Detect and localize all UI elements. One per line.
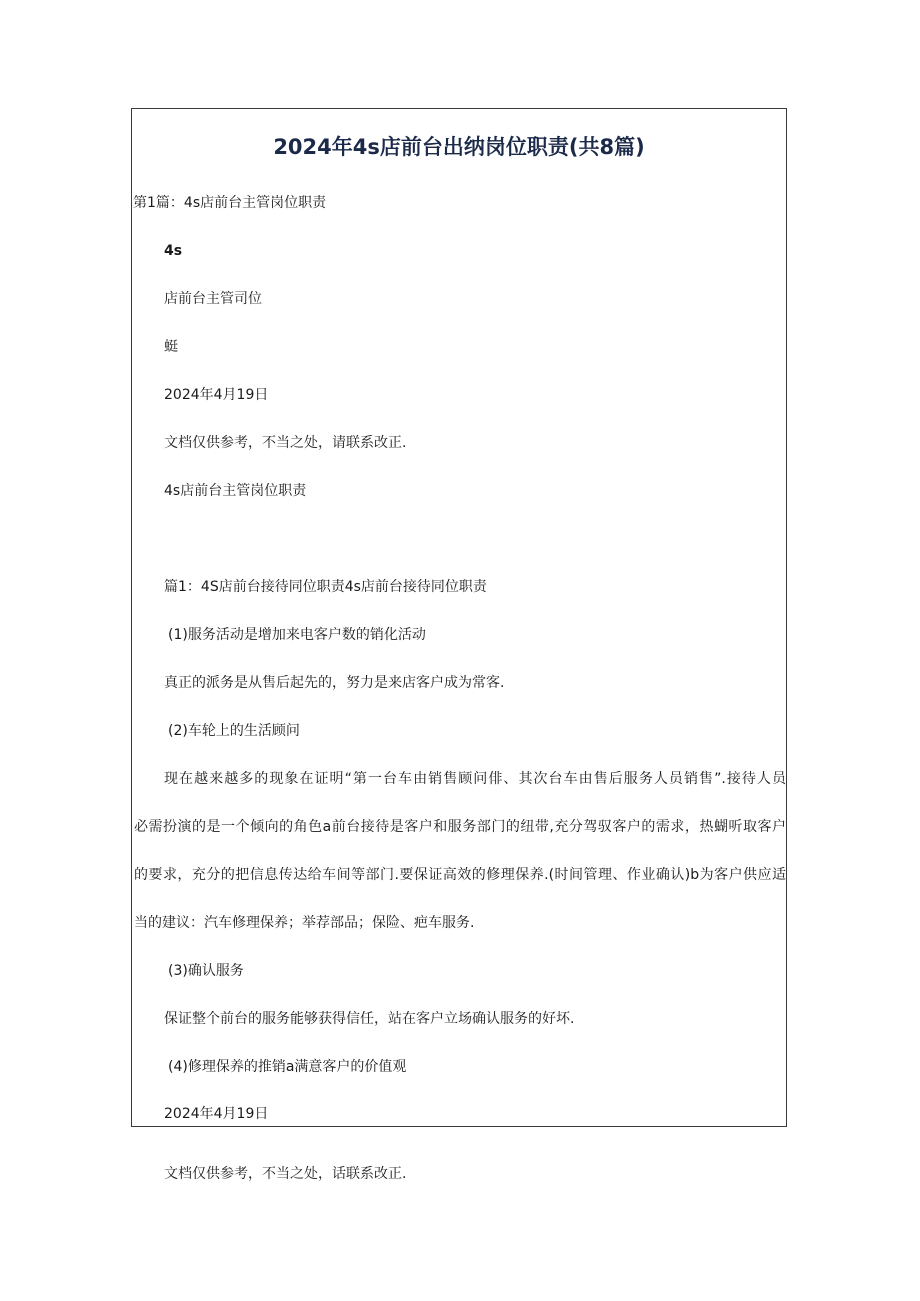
text-line: 蜓 [164, 339, 178, 355]
paragraph-line: 的要求，充分的把信息传达给车间等部门.要保证高效的修理保养.(时间管理、作业确认)b为客户供应适 [134, 867, 786, 883]
text-line: 保证整个前台的服务能够获得信任，站在客户立场确认服务的好坏. [164, 1011, 575, 1027]
disclaimer-line: 文档仅供参考，不当之处，话联系改正. [164, 1166, 407, 1182]
numbered-item: (2)车轮上的生活顾问 [168, 723, 300, 739]
numbered-item: (3)确认服务 [168, 963, 244, 979]
numbered-item: (4)修理保养的推销a满意客户的价值观 [168, 1059, 407, 1075]
paragraph-line: 当的建议：汽车修理保养；举荐部品；保险、疤车服务. [134, 915, 475, 931]
paragraph-line: 必需扮演的是一个倾向的角色a前台接待是客户和服务部门的纽带,充分驾驭客户的需求，热蝴听取客户 [134, 819, 786, 835]
numbered-item: (1)服务活动是增加来电客户数的销化活动 [168, 627, 426, 643]
disclaimer-line: 文档仅供参考，不当之处，请联系改正. [164, 435, 407, 451]
text-line: 4s [164, 243, 183, 259]
date-line: 2024年4月19日 [164, 1106, 269, 1122]
date-line: 2024年4月19日 [164, 387, 269, 403]
text-line: 真正的派务是从售后起先的，努力是来店客户成为常客. [164, 675, 505, 691]
document-title: 2024年4s店前台出纳岗位职责(共8篇) [273, 135, 645, 160]
section-heading-1: 第1篇：4s店前台主管岗位职责 [133, 195, 327, 211]
section-heading-2: 篇1：4S店前台接待同位职责4s店前台接待同位职责 [164, 579, 487, 595]
subheading: 4s店前台主管岗位职责 [164, 483, 307, 499]
paragraph-line: 现在越来越多的现象在证明“第一台车由销售顾问俳、其次台车由售后服务人员销售”.接待人员 [164, 771, 786, 787]
text-line: 店前台主管司位 [164, 291, 262, 307]
